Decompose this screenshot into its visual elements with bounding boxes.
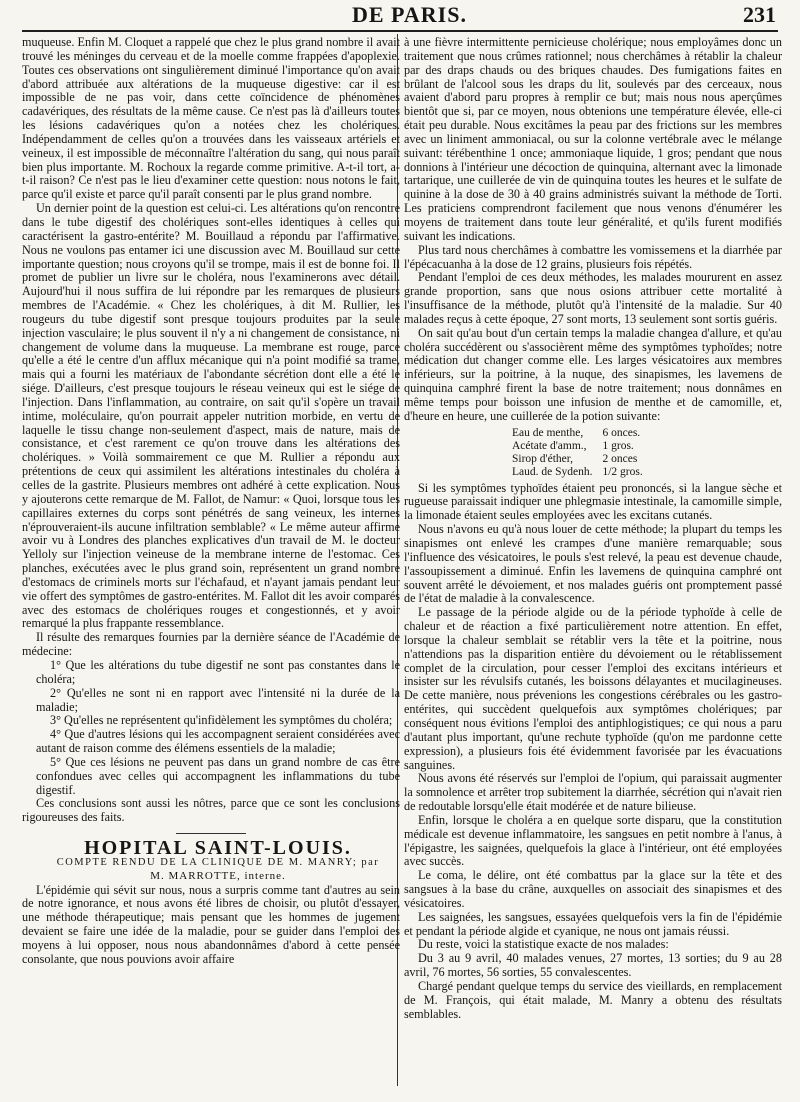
conclusion-item: 2° Qu'elles ne sont ni en rapport avec l'intensité ni la durée de la maladie;	[36, 685, 400, 714]
prescription-row	[512, 427, 653, 440]
section-subtitle: COMPTE RENDU DE LA CLINIQUE DE M. MANRY; par	[56, 856, 380, 868]
prescription-row	[512, 440, 653, 453]
prescription-item: Laud. de Sydenh.	[512, 465, 593, 478]
paragraph: muqueuse. Enfin M. Cloquet a rappelé que chez le plus grand nombre il avait trouvé les méninges du cerveau et de la moelle comme frappées d'apoplexie. Toutes ces observations ont singulièrement diminué l'importance qu'on avait d'abord attribuée aux altérations de la muqueuse digestive: car il est impossible de ne pas voir, dans cette coïncidence de phénomènes cadavériques, des résultats de la même cause. Ce n'est pas là d'ailleurs toutes les lésions cadavériques qu'on a notées chez les cholériques. Indépendamment de celles qu'on a trouvées dans les vaisseaux artériels et veineux, il est impossible de méconnaître l'altération du sang, qui nous paraît bien plus importante. M. Rochoux la regarde comme primitive. A-t-il tort, a-t-il raison? Ce n'est pas le lieu d'examiner cette question: nous notons le fait, parce qu'il existe et parce qu'il paraît consenti par le plus grand nombre.	[22, 35, 400, 202]
paragraph: Du reste, voici la statistique exacte de nos malades:	[418, 937, 669, 952]
paragraph: Chargé pendant quelque temps du service des vieillards, en remplacement de M. François, qui était malade, M. Manry a obtenu des résultats semblables.	[404, 979, 782, 1021]
closing-paragraph: Ces conclusions sont aussi les nôtres, parce que ce sont les conclusions rigoureuses des faits.	[22, 796, 400, 825]
prescription-row	[512, 466, 653, 479]
paragraph: Nous avons été réservés sur l'emploi de l'opium, qui paraissait augmenter la somnolence et arrêter trop subitement la diarrhée, sécrétion qui n'avait rien de redoutable lorsqu'elle était modérée et de nature bilieuse.	[404, 771, 782, 814]
section-author: M. MARROTTE, interne.	[150, 869, 286, 882]
prescription-item: Acétate d'amm.,	[512, 439, 587, 452]
prescription-dose: 2 onces	[602, 452, 638, 465]
page-number: 231	[743, 2, 776, 27]
left-column	[22, 36, 400, 967]
prescription-row	[512, 453, 653, 466]
paragraph: Enfin, lorsque le choléra a en quelque sorte disparu, que la constitution médicale est devenue inflammatoire, les sangsues en petit nombre à l'anus, à l'épigastre, les saignées, quelquefois la glace à l'intérieur, ont été employées avec succès.	[404, 812, 782, 869]
conclusion-item: 3° Qu'elles ne représentent qu'infidèlement les symptômes du choléra;	[50, 713, 393, 728]
paragraph: Les saignées, les sangsues, essayées quelquefois vers la fin de l'épidémie et pendant la période algide et cyanique, ne nous ont jamais réussi.	[404, 909, 782, 938]
paragraph: Si les symptômes typhoïdes étaient peu prononcés, si la langue sèche et rugueuse paraissait indiquer une phlegmasie intestinale, la camomille simple, la limonade étaient seules employées avec les excitans cutanés.	[404, 480, 782, 523]
conclusion-item: 4° Que d'autres lésions qui les accompagnent seraient considérées avec autant de raison comme des élémens essentiels de la maladie;	[36, 727, 400, 756]
section-separator	[176, 833, 246, 834]
statistics-paragraph: Du 3 au 9 avril, 40 malades venues, 27 mortes, 13 sorties; du 9 au 28 avril, 76 mortes, 56 sorties, 55 convalescentes.	[404, 951, 782, 980]
right-column	[404, 36, 782, 1022]
conclusion-item: 5° Que ces lésions ne peuvent pas dans un grand nombre de cas être confondues avec celles qui accompagnent les inflammations du tube digestif.	[36, 754, 400, 797]
paragraph: Nous n'avons eu qu'à nous louer de cette méthode; la plupart du temps les sinapismes ont enlevé les crampes d'une manière remarquable; sous l'influence des vésicatoires, le pouls s'est relevé, la peau est devenue chaude, l'assoupissement a diminué. Enfin les lavemens de quinquina camphré ont souvent arrêté le dévoiement, et nos malades guéris ont promptement passé de l'état de maladie à la convalescence.	[404, 522, 782, 606]
paragraph: Le passage de la période algide ou de la période typhoïde à celle de chaleur et de réaction a fixé particulièrement notre attention. En effet, lorsque la chaleur semblait se rétablir vers la tête et la poitrine, nous n'attendions pas la disparition entière du dévoiement ou le rétablissement complet de la circulation, pour cesser l'emploi des excitans intérieurs et insister sur les révulsifs cutanés, les boissons délayantes et mucilagineuses. De cette manière, nous prévenions les congestions cérébrales ou les gastro-entérites, qui succèdent quelquefois aux symptômes cholériques; par conséquent nous évitions l'emploi des antiphlogistiques; ce qui nous a paru d'autant plus important, qu'une rechute typhoïde (qu'on me pardonne cette expression), a plusieurs fois été évidemment favorisée par les évacuations sanguines.	[404, 605, 782, 772]
paragraph: On sait qu'au bout d'un certain temps la maladie changea d'allure, et qu'au choléra succédèrent ou s'associèrent même des symptômes typhoïdes; notre médication dut changer comme elle. Les larges vésicatoires aux membres inférieurs, sur la poitrine, à la nuque, des sinapismes, les lavemens de quinquina camphré firent la base de notre traitement; nous donnâmes en même temps pour boisson une infusion de menthe et de camomille, et, d'heure en heure, une cuillerée de la potion suivante:	[404, 325, 782, 423]
paragraph: Il résulte des remarques fournies par la dernière séance de l'Académie de médecine:	[22, 630, 400, 659]
paragraph: Plus tard nous cherchâmes à combattre les vomissemens et la diarrhée par l'épécacuanha à la dose de 12 grains, plusieurs fois répétés.	[404, 242, 782, 271]
conclusion-item: 1° Que les altérations du tube digestif ne sont pas constantes dans le choléra;	[36, 657, 400, 686]
paragraph: L'épidémie qui sévit sur nous, nous a surpris comme tant d'autres au sein de notre ignorance, et nous avons été libres de choisir, ou plutôt d'essayer, une méthode thérapeutique; mais pensant que les hommes de jugement devaient se faire une idée de la maladie, pour se guider dans l'emploi des moyens à lui opposer, nous nous abandonnâmes d'abord à cette pensée consolante, que nous pouvions avoir affaire	[22, 882, 400, 966]
prescription-item: Eau de menthe,	[512, 426, 584, 439]
prescription-dose: 1/2 gros.	[602, 465, 643, 478]
paragraph: Un dernier point de la question est celui-ci. Les altérations qu'on rencontre dans le tube digestif des cholériques sont-elles identiques à celles qui caractérisent la gastro-entérite? M. Bouillaud a répondu par l'affirmative. Nous ne voulons pas entamer ici une discussion avec M. Bouillaud sur cette importante question; nous croyons qu'il se trompe, mais il est de bonne foi. Il promet de publier un livre sur le choléra, nous l'examinerons avec détail. Aujourd'hui il nous suffira de lui répondre par les remarques de plusieurs membres de l'Académie. « Chez les cholériques, à dit M. Rullier, les rougeurs du tube digestif sont presque toujours produites par la seule injection vasculaire; le plus souvent il n'y a ni changement de consistance, ni changement de volume dans la muqueuse. La membrane est rouge, parce qu'elle a été le centre d'un afflux mécanique qui n'a point modifié sa trame, mais qui a fourni les matériaux de l'abondante sécrétion dont elle a été le siége. D'ailleurs, c'est presque toujours le réseau veineux qui est le siége de l'injection. Dans l'inflammation, au contraire, on sait qu'il s'opère un travail intime, moléculaire, qu'on pourrait appeler nutrition morbide, en vertu de laquelle le tissu change non-seulement d'aspect, mais de nature, mais de consistance, et c'est rarement ce qu'on trouve dans les altérations des cholériques. » Voilà sommairement ce que M. Rullier a répondu aux prétentions de ceux qui assimilent les altérations intestinales du choléra à celles de la gastrite. Plusieurs membres ont adhéré à cette explication. Nous y ajouterons cette remarque de M. Fallot, de Namur: « Quoi, lorsque tous les capillaires externes du corps sont pénétrés de sang veineux, les internes n'éprouveraient-ils aucune infiltration semblable? « Le même auteur affirme avoir vu à Londres des planches explicatives d'un travail de M. le docteur Yelloly sur l'injection veineuse de la membrane interne de l'estomac. Ces planches, exécutées avec le plus grand soin, représentent un grand nombre d'estomacs de criminels morts sur l'échafaud, et n'ayant jamais pendant leur vie offert des symptômes de gastro-entérites. M. Fallot dit les avoir comparés avec des estomacs de cholériques rouges et congestionnés, et y avoir remarqué la plus frappante ressemblance.	[22, 201, 400, 631]
paragraph: Pendant l'emploi de ces deux méthodes, les malades moururent en assez grande proportion, sans que nous osions attribuer cette mortalité à l'insuffisance de la méthode, plutôt qu'à l'intensité de la maladie. Sur 40 malades reçus à cette époque, 27 sont morts, 13 seulement sont sortis guéris.	[404, 270, 782, 326]
running-title: DE PARIS.	[352, 2, 467, 27]
paragraph: à une fièvre intermittente pernicieuse cholérique; nous employâmes donc un traitement que nous crûmes rationnel; nous cherchâmes à rétablir la chaleur par des draps chauds ou des briques chaudes. Des fumigations faites en brûlant de l'alcool sous les draps du lit, soulevés par des cerceaux, nous avaient d'abord paru propres à remplir ce but; mais nous nous aperçûmes bientôt que si, par ce moyen, nous obtenions une température élevée, elle-ci était peu durable. Nous excitâmes la peau par des frictions sur les membres avec un liniment ammoniacal, ou sur la colonne vertébrale avec le mélange suivant: térébenthine 1 once; ammoniaque liquide, 1 gros; pendant que nous donnions à l'intérieur une décoction de quinquina, alternant avec la limonade tartarique, une cuillerée de vin de quinquina toutes les heures et le sulfate de quinine à la dose de 30 à 40 grains administrés suivant la méthode de Torti. Les praticiens comprendront facilement que nous venons d'énumérer les moyens de traitement dans toute leur généralité, et qu'ils furent modifiés suivant les indications.	[404, 35, 782, 243]
prescription-dose: 6 onces.	[602, 426, 641, 439]
prescription-dose: 1 gros.	[602, 439, 634, 452]
paragraph: Le coma, le délire, ont été combattus par la glace sur la tête et des sangsues à la base du crâne, auxquelles on associait des sinapismes et des vésicatoires.	[404, 868, 782, 910]
header-rule	[22, 30, 778, 32]
prescription-item: Sirop d'éther,	[512, 452, 574, 465]
section-title: HOPITAL SAINT-LOUIS.	[84, 837, 352, 860]
prescription-table	[512, 427, 653, 479]
